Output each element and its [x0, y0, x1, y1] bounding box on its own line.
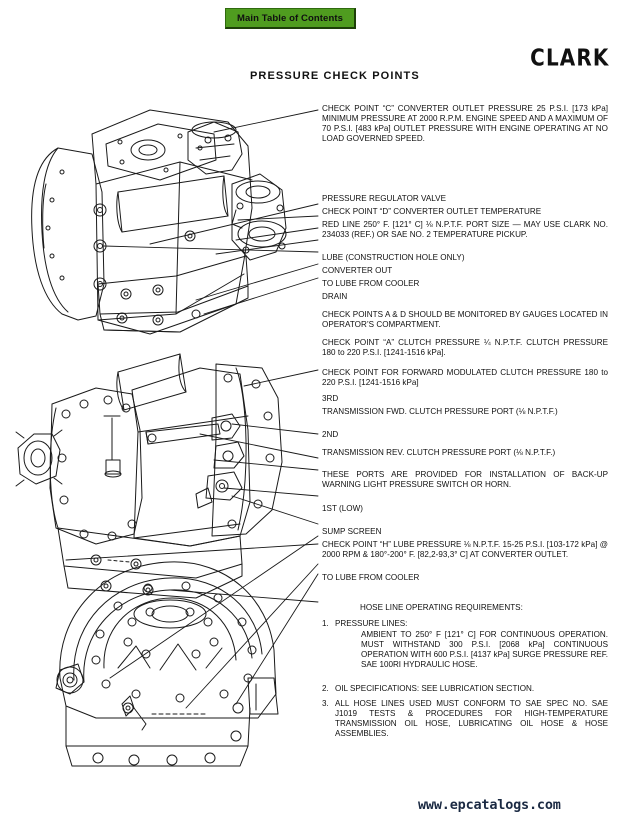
transmission-diagram-svg	[0, 88, 330, 788]
transmission-illustrations	[0, 88, 330, 788]
hose-item-1-label: PRESSURE LINES:	[335, 619, 408, 628]
callout-pressure-regulator-valve: PRESSURE REGULATOR VALVE	[322, 194, 447, 203]
callout-to-lube-from-cooler-top: TO LUBE FROM COOLER	[322, 279, 420, 288]
hose-item-2-number: 2.	[322, 684, 329, 693]
lower-converter-drawing	[56, 536, 318, 766]
hose-item-1-body: AMBIENT TO 250° F [121° C] FOR CONTINUOUS OPERATION. MUST WITHSTAND 300 P.S.I. [2068 kPa] CONTINUOUS OPERATION WITH 600 P.S.I. [4137 kPa] SURGE PRESSURE REF. SAE 100RI HYDRAULIC HOSE.	[361, 630, 608, 669]
callout-lube-construction-hole: LUBE (CONSTRUCTION HOLE ONLY)	[322, 253, 465, 262]
clark-logo: CLARK	[529, 44, 609, 71]
hose-item-1-number: 1.	[322, 619, 329, 628]
callout-converter-out: CONVERTER OUT	[322, 266, 393, 275]
callout-check-point-h: CHECK POINT “H” LUBE PRESSURE ⅛ N.P.T.F. 15-25 P.S.I. [103-172 kPa] @ 2000 RPM & 180°-200° F. [82,2-93,3° C] AT CONVERTER OUTLET.	[322, 540, 608, 559]
callout-to-lube-from-cooler-bottom: TO LUBE FROM COOLER	[322, 573, 420, 582]
hose-requirements-heading: HOSE LINE OPERATING REQUIREMENTS:	[360, 603, 523, 612]
callout-drain: DRAIN	[322, 292, 348, 301]
callout-transmission-fwd-port: TRANSMISSION FWD. CLUTCH PRESSURE PORT (⅛ N.P.T.F.)	[322, 407, 558, 416]
callout-check-point-d: CHECK POINT “D” CONVERTER OUTLET TEMPERATURE	[322, 207, 542, 216]
hose-item-2-body: OIL SPECIFICATIONS: SEE LUBRICATION SECTION.	[335, 684, 535, 693]
main-table-of-contents-button[interactable]: Main Table of Contents	[225, 8, 356, 29]
callout-sump-screen: SUMP SCREEN	[322, 527, 382, 536]
callout-transmission-rev-port: TRANSMISSION REV. CLUTCH PRESSURE PORT (⅛ N.P.T.F.)	[322, 448, 556, 457]
footer-website-url[interactable]: www.epcatalogs.com	[418, 797, 561, 813]
upper-transmission-drawing	[32, 110, 318, 334]
callout-second: 2ND	[322, 430, 339, 439]
hose-item-3	[322, 699, 608, 739]
callout-ports-note: THESE PORTS ARE PROVIDED FOR INSTALLATION OF BACK-UP WARNING LIGHT PRESSURE SWITCH OR HORN.	[322, 470, 608, 489]
page-title: PRESSURE CHECK POINTS	[250, 70, 420, 82]
callout-check-point-c: CHECK POINT “C” CONVERTER OUTLET PRESSURE 25 P.S.I. [173 kPa] MINIMUM PRESSURE AT 2000 R.P.M. ENGINE SPEED AND A MAXIMUM OF 70 P.S.I. [483 kPa] OUTLET PRESSURE WITH ENGINE OPERATING AT NO LOAD GOVERNED SPEED.	[322, 104, 608, 143]
callout-first-low: 1ST (LOW)	[322, 504, 363, 513]
callout-check-point-forward-modulated: CHECK POINT FOR FORWARD MODULATED CLUTCH PRESSURE 180 to 220 P.S.I. [1241-1516 kPa]	[322, 368, 608, 387]
hose-item-1-body-row	[322, 630, 608, 670]
hose-item-3-number: 3.	[322, 699, 329, 708]
hose-item-3-body: ALL HOSE LINES USED MUST CONFORM TO SAE SPEC NO. SAE J1019 TESTS & PROCEDURES FOR HIGH-TEMPERATURE TRANSMISSION OIL HOSE, LUBRICATING OIL HOSE & HOSE ASSEMBLIES.	[335, 699, 608, 738]
hose-item-1-spacer	[322, 630, 335, 670]
middle-transmission-drawing	[16, 354, 318, 602]
hose-item-1	[322, 619, 608, 629]
callout-third: 3RD	[322, 394, 339, 403]
hose-item-2	[322, 684, 608, 694]
callout-check-point-d-detail: RED LINE 250° F. [121° C] ⅛ N.P.T.F. PORT SIZE — MAY USE CLARK NO. 234033 (REF.) OR SAE NO. 2 TEMPERATURE PICKUP.	[322, 220, 608, 239]
callout-check-point-a: CHECK POINT “A” CLUTCH PRESSURE ¼ N.P.T.F. CLUTCH PRESSURE 180 to 220 P.S.I. [1241-1516 kPa].	[322, 338, 608, 357]
callout-monitor-note: CHECK POINTS A & D SHOULD BE MONITORED BY GAUGES LOCATED IN OPERATOR’S COMPARTMENT.	[322, 310, 608, 329]
